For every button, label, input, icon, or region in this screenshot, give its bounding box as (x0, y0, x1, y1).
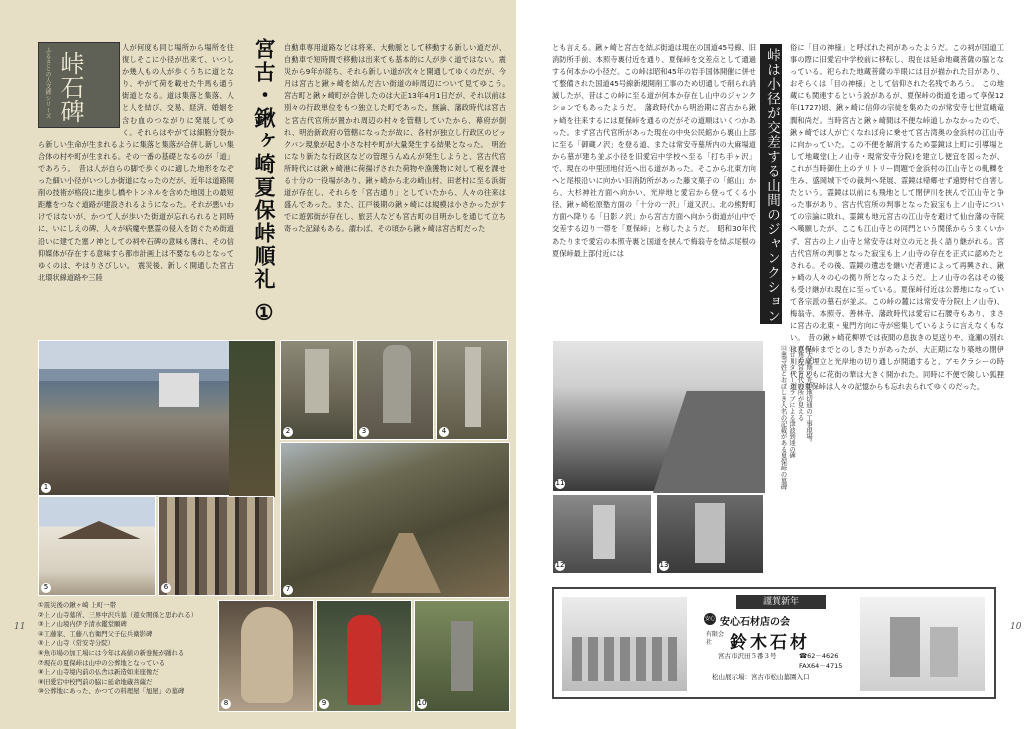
column-2: 自動車専用道路などは将来、大動脈として移動する新しい道だが、自動車で短時間で移動は出来ても基本的に人が歩く道ではない。震災から9年が経ち、それら新しい道が次々と開通してゆくのだが、今月は宮古と鍬ヶ崎を結んだ古い街道の峠周辺について見てゆこう。 宮古町と鍬ヶ崎町が合併したのは大正13年4月1日だが、それ以前は別々の行政単位をもつ独立した町であった。無論、藩政時代は宮古と宮古代官所が置かれ周辺の村々を管轄していたから、幕府が倒れ、明治新政府の管轄になったが故に、各村が独立し行政区のビックバン現象が起き小さな村や町が大量発生する結果となった。 明治になり新たな行政区などの管理うんぬんが発生しようと、宮古代官所時代には鍬ヶ崎港に荷揚げされた荷物や漁獲物に対して税を課せる十分の一役場があり、鍬ヶ崎から北の崎山村、田老村に至る浜街道が存在し、それらを「宮古通り」としていたから、人々の往来は盛んであった。また、江戸後期の鍬ヶ崎には規模は小さかったがすでに遊郭街が存在し、旅芸人なども宮古町の目明かしを通じて立ち寄った記録もある。謂わば、その頃から鍬ヶ崎は宮古町だった (284, 43, 514, 234)
photo-number: 6 (161, 583, 171, 593)
photo-number: 8 (221, 699, 231, 709)
gravestone (930, 627, 958, 677)
caption: ④工藤家、工藤八右衛門父子伝兵衛影碑 (38, 629, 153, 638)
caption: ⑧上ノ山寺境内前の仏舎は新造如来座像だ (38, 668, 159, 677)
photo-number: 2 (283, 427, 293, 437)
page-number-right: 10 (1010, 622, 1022, 632)
photo-captions-left (38, 601, 238, 697)
ad-company-name: 鈴木石材 (730, 633, 810, 653)
page-number-left: 11 (14, 622, 26, 632)
ad-tel: ☎62－4626 (799, 652, 839, 660)
caption: ⑬奥寺姓とおぼしき人名の記載がある夏保峠の墓碑 (779, 345, 787, 490)
path (371, 533, 441, 593)
caption: ③上ノ山境内伊予清水鑑堂願碑 (38, 620, 127, 629)
column-3: とも言える。鍬ヶ崎と宮古を結ぶ街道は現在の国道45号線、旧消防所手前、本照寺裏付近を通り、夏保峠を交差点として通過する何本かの小径だ。この峠は昭和45年の岩手国体開催に併せて整備された国道45号線新規開削工事のため切通しで削られ消滅したが、昔はこの峠に至る道が何本か存在し山中のジャンクションでもあったようだ。 藩政時代から明治期に宮古から鍬ヶ崎を往来するには夏保峠を通るのだがその道順はいくつかあった。まず宮古代官所があった現在の中央公民館から裏山上部に至る「御蔵ノ沢」を登る道、または常安寺墓所内の大麻場道から墓が建ち並ぶ小径を旧愛宕中学校へ至る「打ち手ヶ沢」で、現在の中里団地付近へ出る道があった。そこから北東方向へと尾根沿いに向かい旧消防所があった藤文菓子の「館山」から、大杉神社方面へ向かい、光岸地と愛宕から登ってくる小径、鍬ヶ崎松原塾方面の「十分の一沢」「道又沢」、北の熊野町方面へ降りる「日影ノ沢」から宮古方面へ向かう街道が山中で交差する辺り一帯を「夏保峠」と称したようだ。 昭和30年代あたりまで愛宕の本照寺裏と国道を挟んで梅翁寺を結ぶ尾根の夏保峠最上部付近には (552, 43, 756, 258)
column-1 (38, 42, 234, 337)
building (159, 373, 199, 407)
jizo-statue (347, 615, 381, 705)
ad-gravestone-image (860, 597, 985, 691)
page-title: 宮古・鍬ヶ崎夏保峠順礼 ① (252, 38, 277, 327)
photo-13 (656, 494, 764, 574)
buddha-statue (241, 607, 293, 703)
photo-number: 9 (319, 699, 329, 709)
logo-spacer (38, 42, 122, 128)
caption: ⑦現在の夏保峠は山中の公葬地となっている (38, 658, 166, 667)
ad-company-prefix: 有限会社 (706, 631, 725, 646)
column-4: 俗に「目の神様」と呼ばれた祠があったようだ。この祠が国道工事の際に旧愛宕中学校前に移転し、現在は延命地蔵菩薩の脇となっている。祀られた地蔵菩薩の半眼には目が描かれた目があり、おそらくは「目の神様」として信仰された名残であろう。 この地蔵にも関連するという説があるが、夏保峠の街道を通って享保12年(1727)頃、鍬ヶ崎に信仰の宗徒を集めたのが常安寺七世宣峨竜潤和尚だ。当時宮古と鍬ヶ崎間は不便な峠道しかなかったので、鍬ヶ崎では人が亡くなれば舟に乗せて宮古湾奥の金浜村の江山寺に向かっていた。この不便を解消するため霊鏡は上町に引導場として地蔵堂(上ノ山寺・現常安寺分院)を建立し便宜を図ったが、これが当時御仕上のテリトリー問題で金浜村の江山寺との軋轢を生み、盛岡城下での裁判へ発展、霊鏡は帰郷せず遠野村で自害したという。霊鏡は以前にも飛地として閉伊川を挟んで江山寺と争った事があり、宮古代官所の判事となった寂宝も上ノ山寺についての宗論に敗れ、霊鏡も地元宮古の江山寺を避けて仙台藩の寺院へ嘆願したが、ここも江山寺との同門という関係からうまくいかず、宮古の上ノ山寺と常安寺は対立の元と長く語り継がれる。宮古代官所の判事となった寂宝も上ノ山寺の存在を正式に認めたとされる。その後、霊鏡の遺志を継いだ者達によって再興され、鍬ヶ崎の人々の心の拠り所となったようだ。上ノ山寺の名はその後も受け継がれ現在に至っている。夏保峠付近は公葬地になっていて各宗派の墓石が並ぶ。この峠の麓には常安寺分院(上ノ山寺)、梅翁寺、本照寺、善林寺、藩政時代は愛宕に石腰寺もあり、まさに宮古の北東・鬼門方向に寺が密集しているように言えなくもない。 昔の鍬ヶ崎花柳界では夜間の息抜きの見送りや、逢瀬の別れは夏保峠までとのしきたりがあったが、大正期になり築地の閉伊川左岸埋立と光岸地の切り通しが開通すると、アモクラシーの時代とともに花街の華は大きく開かれた。同時に不便で険しい狐狸道の夏保峠は人々の記憶からも忘れ去られてゆくのだった。 (790, 43, 1004, 391)
sub-heading: 峠は小径が交差する山間のジャンクション (760, 44, 782, 324)
photo-7 (280, 442, 510, 598)
grave-stone (695, 503, 725, 563)
ad-association: 安心石材店の会 (720, 617, 790, 628)
temple-roof (47, 521, 151, 539)
photo-number: 4 (439, 427, 449, 437)
ad-address: 宮古市沢田５番３号 (718, 652, 777, 660)
photo-5 (38, 496, 156, 596)
ad-showroom-image (562, 597, 687, 691)
stone-pillar (465, 347, 481, 427)
photo-6 (158, 496, 274, 596)
photo-number: 10 (417, 699, 427, 707)
photo-number: 13 (659, 561, 669, 569)
caption: ①震災後の鍬ヶ崎 上町一帯 (38, 601, 117, 609)
photo-number: 5 (41, 583, 51, 593)
caption: 六角の宮古代官所が見える (796, 345, 804, 421)
cliff (653, 391, 765, 493)
caption: ⑫ロータリークラブによる津波到達の碑 (788, 345, 795, 459)
photo-1 (38, 340, 274, 496)
caption: ⑨旧愛宕中校門前の脇に延命地蔵菩薩だ (38, 677, 153, 686)
series-big-label: 峠石碑 (56, 51, 84, 123)
stone-monument (383, 345, 411, 423)
photo-4 (436, 340, 508, 440)
photo-number: 11 (555, 479, 565, 487)
ad-branch: 松山展示場：宮古市松山墓園入口 (712, 673, 810, 681)
ad-banner: 謹賀新年 (736, 595, 826, 609)
stone-monument (305, 349, 329, 413)
photo-number: 12 (555, 561, 565, 569)
caption: ②上ノ山寺墓所、三界中沢兵墓（遊女関係と思われる） (38, 610, 198, 619)
series-small-label: ふるさとの人文碑シリーズ (44, 47, 51, 119)
stones (572, 637, 677, 681)
anshin-badge-icon: 安心 (704, 613, 716, 625)
photo-3 (356, 340, 434, 440)
photo-11 (552, 340, 764, 492)
photo-captions-right (772, 345, 812, 495)
photo-number: 7 (283, 585, 293, 595)
column-1-text: 人が何度も同じ場所から場所を往復しそこに小径が出来て、いつしか幾人もの人が歩くうちに道となり、やがて荷を載せた牛馬も通う街道となる。道は集落と集落、人と人を結び、交易、経済、婚姻を含む血のつながりに発展してゆく。それらはやがては細胞分裂から新しい生命が生まれるように集落と集落が合併し新しい集合体の村や町が生まれる。その一番の基礎となるのが「道」であろう。 昔は人が自らの脚で歩くのに適した地形をなぞった細い小径がいつしか街道になったのだが、近年は道路開削の技術が格段に進歩し橋やトンネルを含めた地図上の最短距離をつなぐ道路が建設されるようになった。それが悪いわけではないが、かつて人が歩いた街道が忘れられると同時に、いにしえの碑、人々が病魔や悪霊の侵入を防ぐため街道沿いに建てた塞ノ神としての祠や石碑の意味も薄れ、その信仰媒体が存在する意味すら都市計画上は不要なものとなってゆくのは、やはりさびしい。 震災後、新しく開通した宮古北環状線道路や三陸 (38, 43, 234, 282)
gravestone (890, 617, 920, 677)
grave-stone (451, 621, 473, 691)
ad-fax: FAX64－4715 (799, 662, 843, 670)
photo-number: 1 (41, 483, 51, 493)
advertisement (552, 587, 996, 699)
photo-10 (414, 600, 510, 712)
photo-9 (316, 600, 412, 712)
photo-2 (280, 340, 354, 440)
caption: ⑩公葬地にあった、かつての料理屋「旭屋」の墓碑 (38, 687, 185, 696)
trees (229, 341, 275, 497)
tsunami-monument (593, 505, 615, 559)
photo-number: 3 (359, 427, 369, 437)
caption: ⑥魚市場の加工場には今年は高値の新巻鮭が踊れる (38, 648, 185, 657)
caption: ⑪大正期の光岸地切通の工事現場。 (805, 345, 812, 446)
photo-12 (552, 494, 652, 574)
caption: ⑤上ノ山寺（常安寺分院） (38, 639, 115, 648)
